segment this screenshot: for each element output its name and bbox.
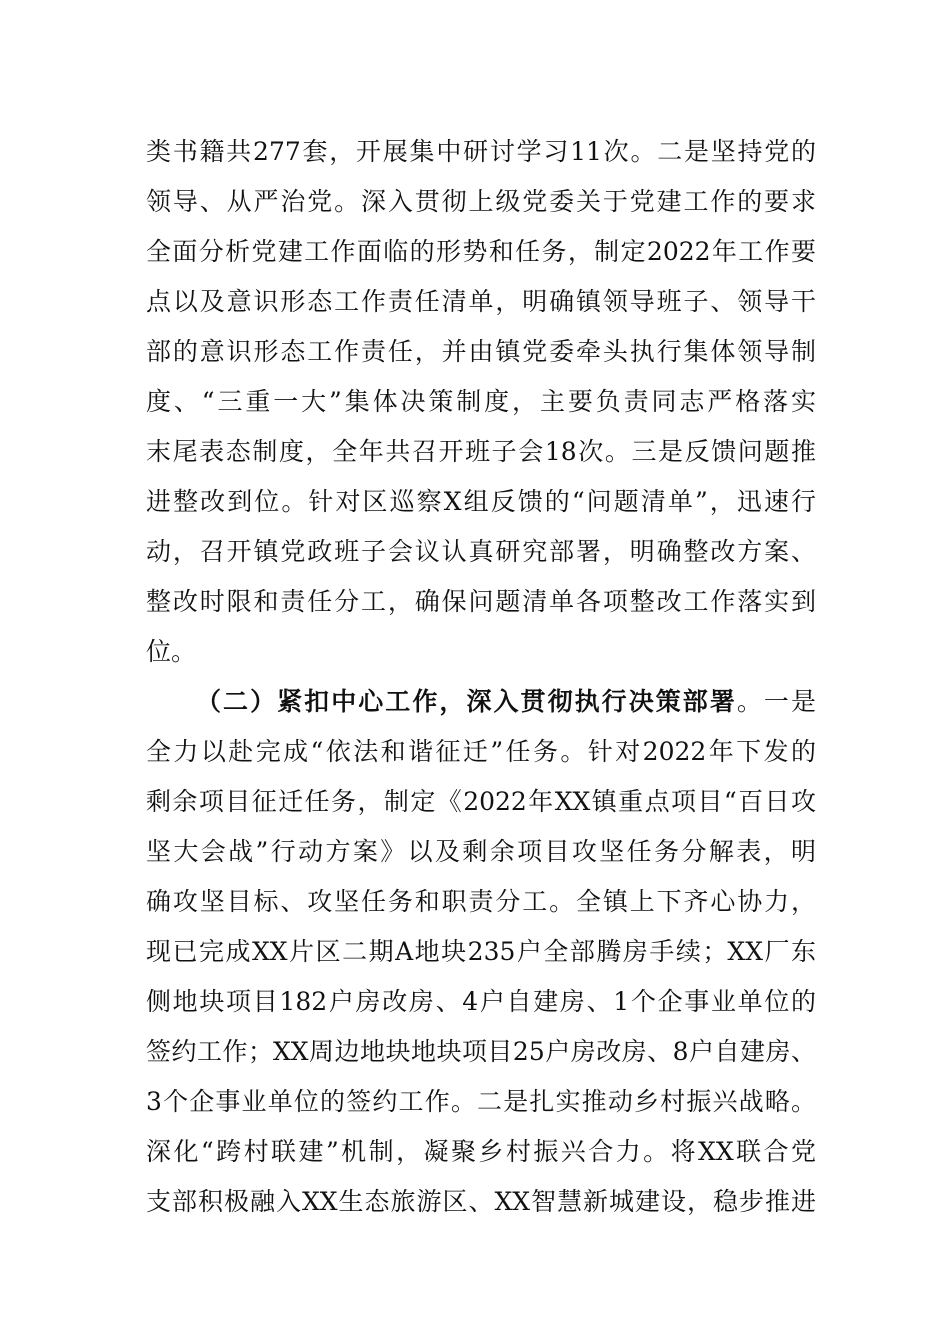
body-line-9: 动，召开镇党政班子会议认真研究部署，明确整改方案、: [146, 537, 816, 566]
body-line-7: 末尾表态制度，全年共召开班子会18次。三是反馈问题推: [146, 437, 816, 466]
section-line-7: 签约工作；XX周边地块地块项目25户房改房、8户自建房、: [146, 1037, 816, 1066]
section-line-1: 全力以赴完成“依法和谐征迁”任务。针对2022年下发的: [146, 737, 816, 766]
section-heading: （二）紧扣中心工作，深入贯彻执行决策部署: [196, 687, 737, 716]
section-heading-tail: 。一是: [736, 687, 816, 716]
body-line-10: 整改时限和责任分工，确保问题清单各项整改工作落实到: [146, 587, 816, 616]
body-line-3: 全面分析党建工作面临的形势和任务，制定2022年工作要: [146, 237, 816, 266]
section-line-4: 确攻坚目标、攻坚任务和职责分工。全镇上下齐心协力，: [146, 887, 816, 916]
section-line-10: 支部积极融入XX生态旅游区、XX智慧新城建设，稳步推进: [146, 1187, 816, 1216]
body-line-6: 度、“三重一大”集体决策制度，主要负责同志严格落实: [146, 387, 816, 416]
body-line-11: 位。: [146, 637, 197, 666]
body-line-5: 部的意识形态工作责任，并由镇党委牵头执行集体领导制: [146, 337, 816, 366]
section-line-8: 3个企事业单位的签约工作。二是扎实推动乡村振兴战略。: [146, 1087, 816, 1116]
section-line-2: 剩余项目征迁任务，制定《2022年XX镇重点项目“百日攻: [146, 787, 816, 816]
section-line-6: 侧地块项目182户房改房、4户自建房、1个企事业单位的: [146, 987, 816, 1016]
body-line-1: 类书籍共277套，开展集中研讨学习11次。二是坚持党的: [146, 137, 816, 166]
body-line-4: 点以及意识形态工作责任清单，明确镇领导班子、领导干: [146, 287, 816, 316]
section-line-9: 深化“跨村联建”机制，凝聚乡村振兴合力。将XX联合党: [146, 1137, 816, 1166]
section-heading-line: [196, 682, 816, 722]
section-line-3: 坚大会战”行动方案》以及剩余项目攻坚任务分解表，明: [146, 837, 816, 866]
body-line-8: 进整改到位。针对区巡察X组反馈的“问题清单”，迅速行: [146, 487, 816, 516]
body-line-2: 领导、从严治党。深入贯彻上级党委关于党建工作的要求: [146, 187, 816, 216]
section-line-5: 现已完成XX片区二期A地块235户全部腾房手续；XX厂东: [146, 937, 816, 966]
